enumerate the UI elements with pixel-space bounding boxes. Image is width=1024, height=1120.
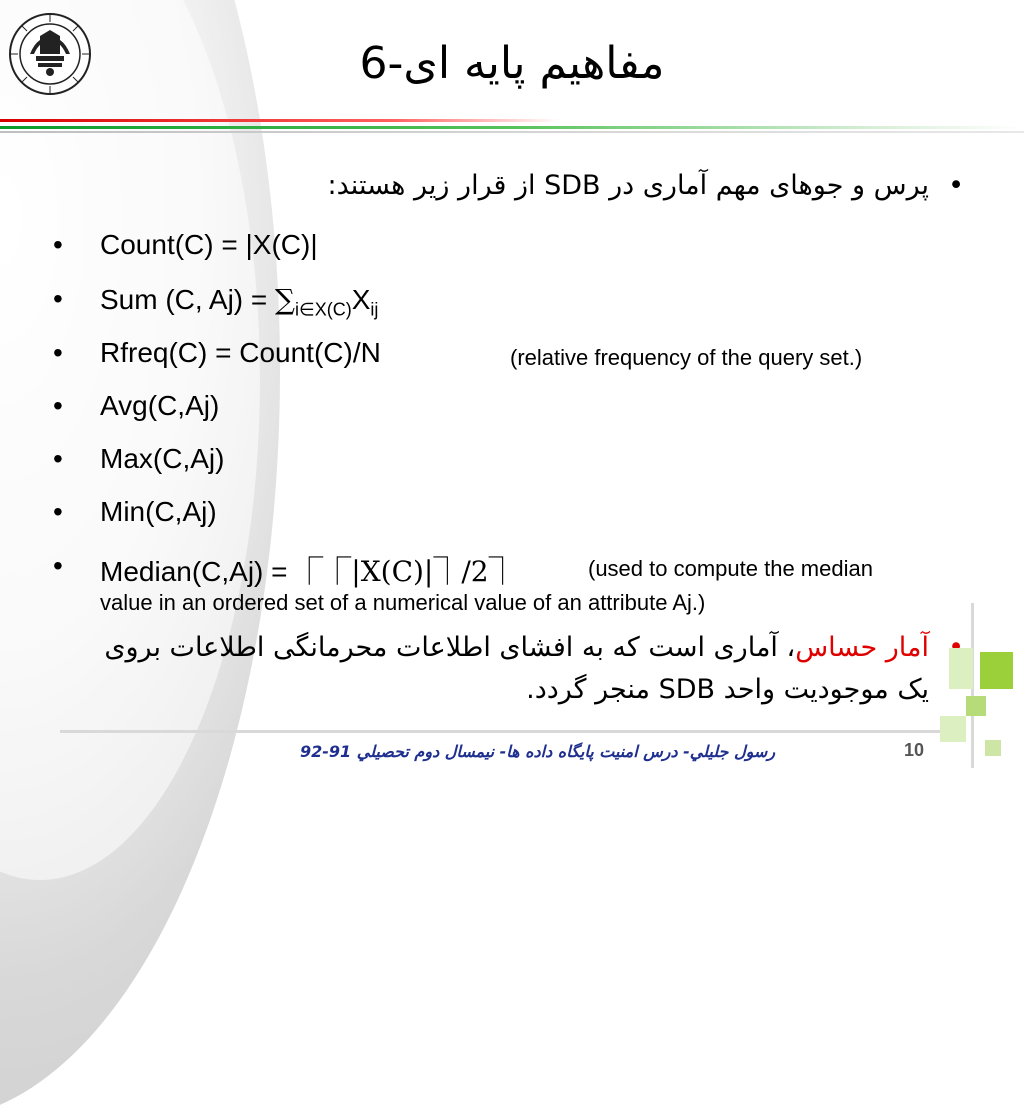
formula-prefix: Sum (C, Aj) =	[100, 284, 276, 315]
bullet-marker: •	[948, 170, 964, 201]
bullet-marker: •	[53, 443, 63, 474]
footer-rule	[60, 730, 940, 733]
bullet-marker: •	[53, 496, 63, 527]
intro-bullet	[327, 170, 964, 201]
formula-max	[53, 443, 225, 475]
median-note-continued: value in an ordered set of a numerical value of an attribute Aj.)	[100, 590, 706, 615]
variable-subscript: ij	[370, 299, 379, 320]
bullet-marker: •	[53, 390, 63, 421]
formula-text: Min(C,Aj)	[100, 496, 217, 527]
sensitive-bullet	[104, 632, 929, 663]
decor-square-small	[966, 696, 986, 716]
formula-prefix: Median(C,Aj) =	[100, 556, 296, 587]
footer-text: رسول جليلي- درس امنيت پايگاه داده ها- نيمسال دوم تحصيلي 91-92	[300, 742, 776, 761]
median-expression: ⎾⎾|X(C)|⏋/2⏋	[295, 555, 517, 588]
formula-text: Rfreq(C) = Count(C)/N	[100, 337, 381, 368]
formula-rfreq	[53, 337, 381, 369]
sensitive-term: آمار حساس	[795, 632, 929, 663]
bullet-marker: •	[53, 550, 63, 581]
page-number: 10	[904, 740, 925, 760]
formula-avg	[53, 390, 220, 422]
slide-title: مفاهیم پایه ای-6	[359, 38, 665, 89]
decor-square-lightgreen	[949, 648, 973, 689]
median-note: (used to compute the median	[588, 556, 873, 581]
title-rule-red	[0, 119, 560, 122]
intro-text: پرس و جوهای مهم آماری در SDB از قرار زیر هستند:	[327, 170, 929, 201]
bullet-marker: •	[53, 337, 63, 368]
sum-subscript: i∈X(C)	[295, 299, 352, 320]
sensitive-line-2: یک موجودیت واحد SDB منجر گردد.	[526, 674, 929, 705]
formula-text: Avg(C,Aj)	[100, 390, 220, 421]
sigma-symbol: ∑	[275, 283, 296, 316]
decor-square-tiny	[985, 740, 1001, 756]
formula-text: Max(C,Aj)	[100, 443, 225, 474]
bullet-marker: •	[53, 283, 63, 314]
title-rule-green	[0, 126, 1024, 129]
formula-count	[53, 229, 318, 261]
formula-text: Count(C) = |X(C)|	[100, 229, 318, 260]
rfreq-note: (relative frequency of the query set.)	[510, 345, 863, 370]
decor-square-pale	[940, 716, 966, 742]
formula-median	[53, 550, 517, 590]
bullet-marker: •	[53, 229, 63, 260]
formula-min	[53, 496, 217, 528]
formula-sum	[53, 283, 379, 321]
sensitive-definition: ، آماری است که به افشای اطلاعات محرمانگی اطلاعات بروی	[104, 632, 796, 663]
title-rule-gray	[0, 131, 1024, 133]
formula-variable: X	[351, 284, 371, 315]
decor-square-green	[980, 652, 1013, 689]
